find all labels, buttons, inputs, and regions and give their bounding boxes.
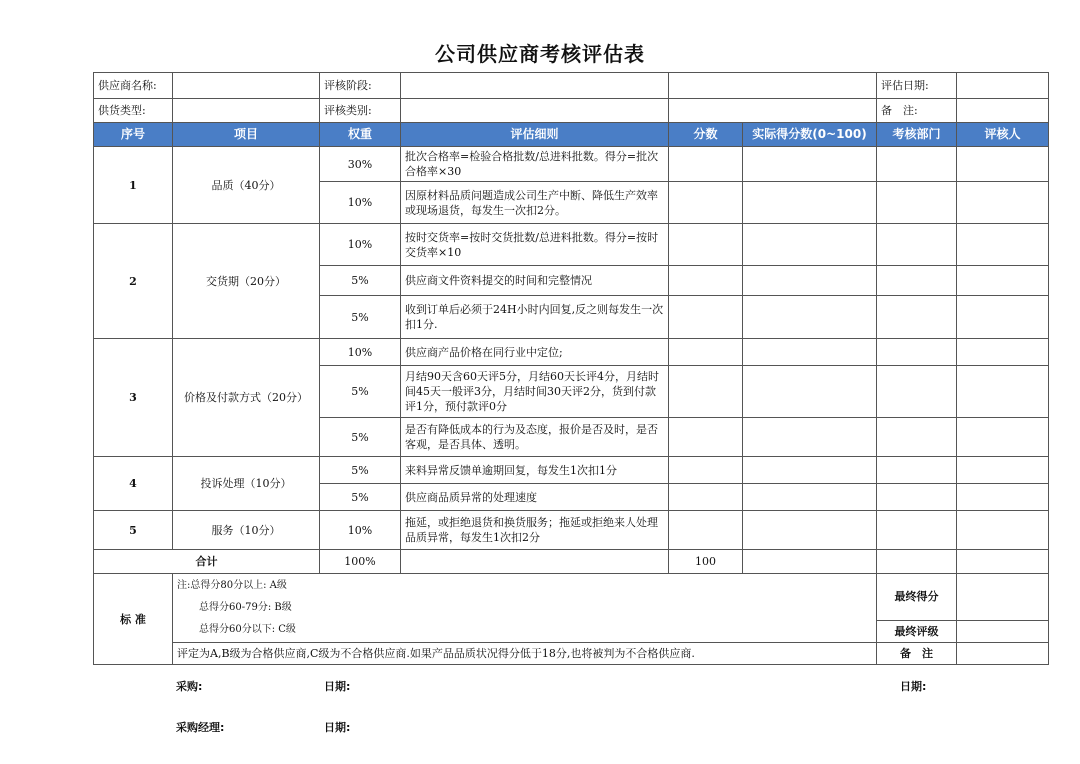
- grade-rule: 总得分60-79分: B级: [199, 602, 292, 613]
- reviewer-cell[interactable]: [957, 366, 1049, 418]
- score-cell[interactable]: [669, 266, 743, 296]
- item-detail: 供应商产品价格在同行业中定位;: [401, 339, 669, 366]
- standard-label: 标 准: [94, 574, 173, 665]
- reviewer-cell[interactable]: [957, 418, 1049, 457]
- standard-criteria: [173, 574, 877, 643]
- item-detail: 批次合格率=检验合格批数/总进料批数。得分=批次合格率×30: [401, 147, 669, 182]
- stage-label: 评核阶段:: [320, 73, 401, 99]
- department-cell[interactable]: [877, 182, 957, 224]
- score-cell[interactable]: [669, 484, 743, 511]
- item-name: 服务（10分）: [173, 511, 320, 550]
- reviewer-cell[interactable]: [957, 457, 1049, 484]
- blank-cell[interactable]: [877, 550, 957, 574]
- info-row: [94, 99, 1049, 123]
- actual-score-cell[interactable]: [743, 339, 877, 366]
- item-weight: 10%: [320, 224, 401, 266]
- total-weight: 100%: [320, 550, 401, 574]
- column-header: 序号: [94, 123, 173, 147]
- department-cell[interactable]: [877, 296, 957, 339]
- reviewer-cell[interactable]: [957, 296, 1049, 339]
- total-score: 100: [669, 550, 743, 574]
- item-detail: 因原材料品质问题造成公司生产中断、降低生产效率或现场退货，每发生一次扣2分。: [401, 182, 669, 224]
- item-number: 2: [94, 224, 173, 339]
- item-weight: 30%: [320, 147, 401, 182]
- purchase-label: 采购:: [176, 680, 203, 693]
- department-cell[interactable]: [877, 484, 957, 511]
- item-detail: 收到订单后必须于24H小时内回复,反之则每发生一次扣1分.: [401, 296, 669, 339]
- item-number: 4: [94, 457, 173, 511]
- info-row: [94, 73, 1049, 99]
- table-row: [94, 224, 1049, 266]
- item-name: 投诉处理（10分）: [173, 457, 320, 511]
- item-name: 交货期（20分）: [173, 224, 320, 339]
- final-score-label: 最终得分: [877, 574, 957, 621]
- score-cell[interactable]: [669, 366, 743, 418]
- table-row: [94, 147, 1049, 182]
- supplier-name-label: 供应商名称:: [94, 73, 173, 99]
- score-cell[interactable]: [669, 147, 743, 182]
- column-header: 项目: [173, 123, 320, 147]
- reviewer-cell[interactable]: [957, 147, 1049, 182]
- item-weight: 5%: [320, 418, 401, 457]
- item-weight: 10%: [320, 511, 401, 550]
- item-name: 品质（40分）: [173, 147, 320, 224]
- grade-rule: 总得分60分以下: C级: [199, 624, 296, 635]
- remark-input[interactable]: [957, 99, 1049, 123]
- header-row: [94, 123, 1049, 147]
- item-weight: 5%: [320, 366, 401, 418]
- item-detail: 拖延，或拒绝退货和换货服务；拖延或拒绝来人处理品质异常，每发生1次扣2分: [401, 511, 669, 550]
- category-label: 评核类别:: [320, 99, 401, 123]
- item-detail: 供应商品质异常的处理速度: [401, 484, 669, 511]
- item-weight: 10%: [320, 339, 401, 366]
- reviewer-cell[interactable]: [957, 266, 1049, 296]
- eval-date-label: 评估日期:: [877, 73, 957, 99]
- final-remark-input[interactable]: [957, 643, 1049, 665]
- eval-date-input[interactable]: [957, 73, 1049, 99]
- supply-type-label: 供货类型:: [94, 99, 173, 123]
- score-cell[interactable]: [669, 224, 743, 266]
- final-grade-label: 最终评级: [877, 620, 957, 642]
- item-detail: 月结90天含60天评5分，月结60天长评4分，月结时间45天一般评3分，月结时间30天评2分，货到付款评1分，预付款评0分: [401, 366, 669, 418]
- blank-cell[interactable]: [669, 99, 877, 123]
- blank-cell[interactable]: [669, 73, 877, 99]
- total-row: [94, 550, 1049, 574]
- table-row: [94, 511, 1049, 550]
- reviewer-cell[interactable]: [957, 339, 1049, 366]
- item-detail: 供应商文件资料提交的时间和完整情况: [401, 266, 669, 296]
- reviewer-cell[interactable]: [957, 182, 1049, 224]
- department-cell[interactable]: [877, 418, 957, 457]
- category-input[interactable]: [401, 99, 669, 123]
- standard-note: 评定为A,B级为合格供应商,C级为不合格供应商.如果产品品质状况得分低于18分,也将被判为不合格供应商.: [173, 643, 877, 665]
- department-cell[interactable]: [877, 266, 957, 296]
- score-cell[interactable]: [669, 511, 743, 550]
- reviewer-cell[interactable]: [957, 511, 1049, 550]
- final-remark-label: 备 注: [877, 643, 957, 665]
- department-cell[interactable]: [877, 224, 957, 266]
- total-label: 合计: [94, 550, 320, 574]
- department-cell[interactable]: [877, 339, 957, 366]
- item-weight: 5%: [320, 457, 401, 484]
- item-number: 5: [94, 511, 173, 550]
- department-cell[interactable]: [877, 457, 957, 484]
- standard-row: [94, 643, 1049, 665]
- item-weight: 10%: [320, 182, 401, 224]
- actual-score-cell[interactable]: [743, 366, 877, 418]
- table-row: [94, 457, 1049, 484]
- supply-type-input[interactable]: [173, 99, 320, 123]
- column-header: 权重: [320, 123, 401, 147]
- column-header: 评核人: [957, 123, 1049, 147]
- column-header: 分数: [669, 123, 743, 147]
- blank-cell[interactable]: [957, 550, 1049, 574]
- score-cell[interactable]: [669, 418, 743, 457]
- item-detail: 是否有降低成本的行为及态度，报价是否及时，是否客观，是否具体、透明。: [401, 418, 669, 457]
- item-weight: 5%: [320, 266, 401, 296]
- stage-input[interactable]: [401, 73, 669, 99]
- department-cell[interactable]: [877, 366, 957, 418]
- item-weight: 5%: [320, 484, 401, 511]
- blank-cell[interactable]: [401, 550, 669, 574]
- actual-score-cell[interactable]: [743, 224, 877, 266]
- date-label-3: 日期:: [324, 721, 351, 734]
- supplier-name-input[interactable]: [173, 73, 320, 99]
- actual-score-cell[interactable]: [743, 266, 877, 296]
- manager-label: 采购经理:: [176, 721, 225, 734]
- actual-score-cell[interactable]: [743, 457, 877, 484]
- table-row: [94, 339, 1049, 366]
- actual-score-cell[interactable]: [743, 484, 877, 511]
- score-cell[interactable]: [669, 182, 743, 224]
- column-header: 考核部门: [877, 123, 957, 147]
- remark-label: 备 注:: [877, 99, 957, 123]
- column-header: 实际得分数(0~100): [743, 123, 877, 147]
- item-name: 价格及付款方式（20分）: [173, 339, 320, 457]
- reviewer-cell[interactable]: [957, 224, 1049, 266]
- column-header: 评估细则: [401, 123, 669, 147]
- actual-score-cell[interactable]: [743, 296, 877, 339]
- item-weight: 5%: [320, 296, 401, 339]
- item-detail: 按时交货率=按时交货批数/总进料批数。得分=按时交货率×10: [401, 224, 669, 266]
- actual-score-cell[interactable]: [743, 147, 877, 182]
- item-number: 1: [94, 147, 173, 224]
- score-cell[interactable]: [669, 296, 743, 339]
- final-score-input[interactable]: [957, 574, 1049, 621]
- actual-score-cell[interactable]: [743, 511, 877, 550]
- evaluation-table: [93, 72, 1049, 665]
- standard-row: [94, 574, 1049, 621]
- actual-score-cell[interactable]: [743, 182, 877, 224]
- item-detail: 来料异常反馈单逾期回复，每发生1次扣1分: [401, 457, 669, 484]
- actual-score-cell[interactable]: [743, 418, 877, 457]
- item-number: 3: [94, 339, 173, 457]
- date-label-2: 日期:: [900, 680, 927, 693]
- date-label-1: 日期:: [324, 680, 351, 693]
- score-cell[interactable]: [669, 457, 743, 484]
- department-cell[interactable]: [877, 147, 957, 182]
- blank-cell[interactable]: [743, 550, 877, 574]
- department-cell[interactable]: [877, 511, 957, 550]
- reviewer-cell[interactable]: [957, 484, 1049, 511]
- score-cell[interactable]: [669, 339, 743, 366]
- grade-rule: 注:总得分80分以上: A级: [177, 580, 287, 591]
- page-title: 公司供应商考核评估表: [435, 42, 645, 66]
- final-grade-input[interactable]: [957, 620, 1049, 642]
